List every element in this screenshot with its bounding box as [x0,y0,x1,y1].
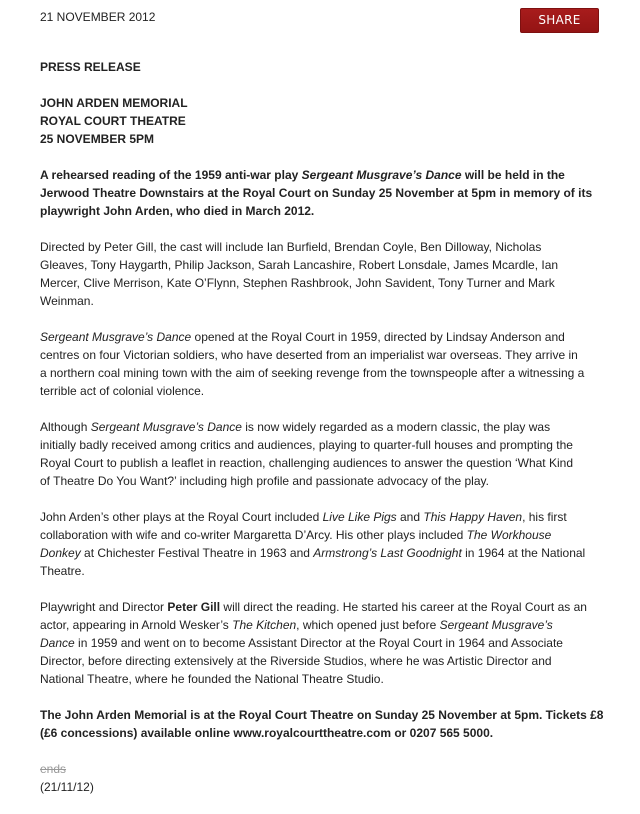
event-venue: ROYAL COURT THEATRE [40,114,186,128]
text-run: opened at the Royal Court in 1959, directed by Lindsay Anderson and [191,330,565,344]
paragraph-history [40,328,620,400]
italic-title: Sergeant Musgrave’s Dance [90,420,242,434]
text-line [40,706,620,724]
text-line [40,508,620,526]
text-run: Directed by Peter Gill, the cast will include Ian Burfield, Brendan Coyle, Ben Dilloway, Nicholas [40,240,542,254]
italic-title: Donkey [40,546,81,560]
text-line [40,274,620,292]
text-run: at Chichester Festival Theatre in 1963 and [80,546,314,560]
italic-title: Sergeant Musgrave’s Dance [301,168,462,182]
paragraph-other-plays [40,508,620,580]
text-line [40,418,620,436]
text-line [40,652,620,670]
text-run: Although [40,420,91,434]
text-line [40,184,620,202]
press-release-body [40,58,620,814]
text-line [40,382,620,400]
paragraph-tickets [40,706,620,742]
text-run: Royal Court to publish a leaflet in reaction, challenging audiences to answer the question ‘What Kind [40,456,573,470]
text-line [40,166,620,184]
bold-text: Peter Gill [167,600,221,614]
text-run: collaboration with wife and co-writer Margaretta D’Arcy. His other plays included [40,528,467,542]
paragraph-intro [40,166,620,220]
event-heading [40,94,620,148]
text-run: Playwright and Director [40,600,168,614]
text-run: will direct the reading. He started his career at the Royal Court as an [220,600,587,614]
text-line [40,526,620,544]
text-line [40,724,620,742]
bold-text: playwright John Arden, who died in March 2012. [40,204,315,218]
release-type-block [40,58,620,76]
bold-text: A rehearsed reading of the 1959 anti-war play [40,168,302,182]
paragraph-director [40,598,620,688]
event-date-time: 25 NOVEMBER 5PM [40,132,155,146]
ends-marker: ends [40,762,67,776]
text-line [40,670,620,688]
text-run: is now widely regarded as a modern classic, the play was [241,420,551,434]
text-run: in 1959 and went on to become Assistant Director at the Royal Court in 1964 and Associate [74,636,563,650]
italic-title: This Happy Haven [423,510,523,524]
share-button[interactable]: SHARE [520,8,599,33]
bold-text: (£6 concessions) available online www.royalcourttheatre.com or 0207 565 5000. [40,726,494,740]
text-run: , which opened just before [296,618,440,632]
bold-text: will be held in the [461,168,565,182]
text-line [40,346,620,364]
text-run: National Theatre, where he founded the National Theatre Studio. [40,672,384,686]
text-line [40,562,620,580]
text-line [40,328,620,346]
text-run: initially badly received among critics and audiences, playing to quarter-full houses and prompting the [40,438,573,452]
text-run: and [396,510,424,524]
text-line [40,598,620,616]
text-line [40,364,620,382]
event-title: JOHN ARDEN MEMORIAL [40,96,188,110]
text-run: Director, before directing extensively at the Riverside Studios, where he was Artistic Director and [40,654,552,668]
text-line [40,238,620,256]
italic-title: Armstrong’s Last Goodnight [313,546,462,560]
text-run: a northern coal mining town with the aim of seeking revenge from the townspeople after a witnessing a [40,366,585,380]
text-run: John Arden’s other plays at the Royal Court included [40,510,323,524]
text-run: Weinman. [40,294,94,308]
footer [40,760,620,796]
italic-title: The Workhouse [466,528,552,542]
italic-title: The Kitchen [232,618,297,632]
text-line [40,472,620,490]
text-line [40,544,620,562]
text-run: actor, appearing in Arnold Wesker’s [40,618,233,632]
italic-title: Sergeant Musgrave’s [439,618,553,632]
bold-text: The John Arden Memorial is at the Royal Court Theatre on Sunday 25 November at 5pm. Tickets £8 [40,708,604,722]
paragraph-cast [40,238,620,310]
text-run: terrible act of colonial violence. [40,384,205,398]
text-line [40,634,620,652]
text-line [40,202,620,220]
text-run: Mercer, Clive Merrison, Kate O’Flynn, Stephen Rashbrook, John Savident, Tony Turner and Mark [40,276,555,290]
italic-title: Dance [40,636,75,650]
text-line [40,292,620,310]
text-run: Gleaves, Tony Haygarth, Philip Jackson, Sarah Lancashire, Robert Lonsdale, James Mcardle, Ian [40,258,559,272]
footer-date: (21/11/12) [40,780,94,794]
bold-text: Jerwood Theatre Downstairs at the Royal Court on Sunday 25 November at 5pm in memory of its [40,186,593,200]
italic-title: Live Like Pigs [322,510,397,524]
italic-title: Sergeant Musgrave’s Dance [40,330,192,344]
text-run: Theatre. [40,564,85,578]
release-date: 21 NOVEMBER 2012 [40,10,156,24]
text-line [40,256,620,274]
text-line [40,454,620,472]
text-run: of Theatre Do You Want?’ including high profile and passionate advocacy of the play. [40,474,489,488]
text-run: , his first [522,510,567,524]
paragraphs [40,166,620,742]
text-line [40,436,620,454]
paragraph-reception [40,418,620,490]
release-type: PRESS RELEASE [40,60,141,74]
text-run: centres on four Victorian soldiers, who have deserted from an imperialist war overseas. They arrive in [40,348,578,362]
text-line [40,616,620,634]
text-run: in 1964 at the National [461,546,586,560]
